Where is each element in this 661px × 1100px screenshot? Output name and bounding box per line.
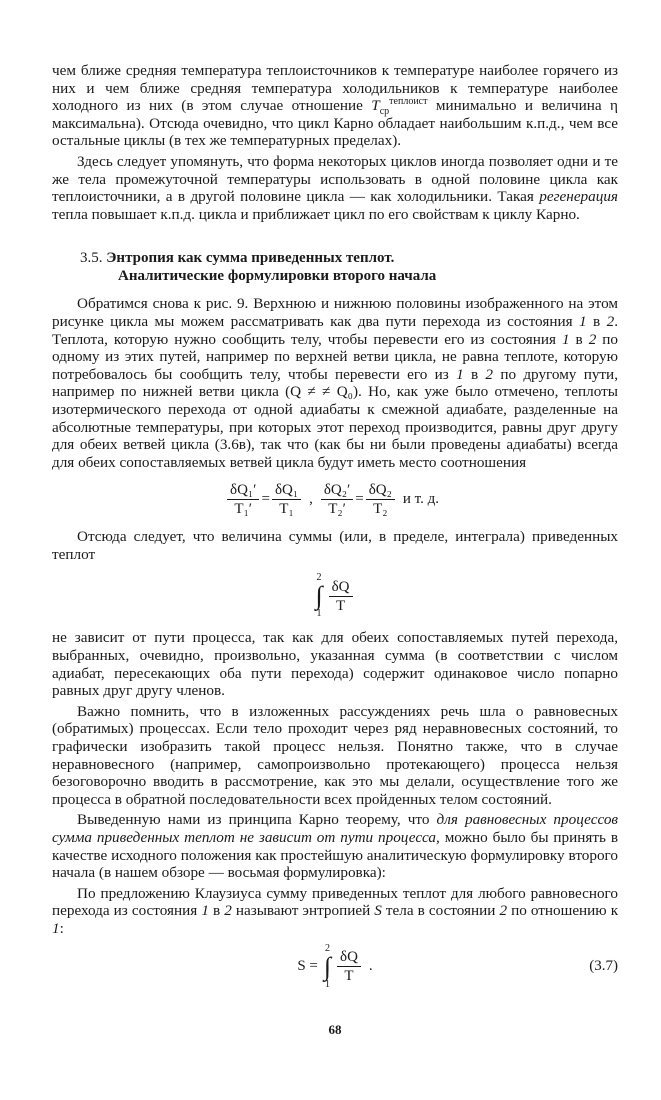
equation-ratios: $\frac{\text{δQ₁′}}{\text{T₁′}}$ = $\frac{\text{δQ₁}}{\text{T₁}}$ , $\frac{\text{δQ₂′}}{\text{T₂′}}$ = $\frac{\text{δQ₂}}{\text{T₂}}$ и т. д. bbox=[52, 481, 618, 518]
page-body bbox=[52, 62, 619, 1037]
page-number: 68 bbox=[328, 1022, 342, 1037]
paragraph-4: Отсюда следует, что величина суммы (или, в пределе, интеграла) приведенных теплот bbox=[52, 528, 618, 563]
paragraph-6: Важно помнить, что в изложенных рассуждениях речь шла о равновесных (обратимых) процессах. Если тело проходит через ряд неравновесных состояний, то графически изобразить такой процесс нельзя. Понятно также, что в случае неравновесного (например, самопроизвольно протекающего) процесса нельзя безоговорочно вводить в рассмотрение, как это мы делали, осуществление того же процесса в обратной последовательности всех пройденных телом состояний. bbox=[52, 702, 618, 808]
paragraph-8: По предложению Клаузиуса сумму приведенных теплот для любого равновесного перехода из состояния 1 в 2 называют энтропией S тела в состоянии 2 по отношению к 1: bbox=[52, 884, 619, 937]
equation-entropy: S = 2 ∫ 1 $\frac{\delta Q}{T}$ . (3.7) bbox=[297, 942, 618, 990]
paragraph-5: не зависит от пути процесса, так как для обеих сопоставляемых путей перехода, выбранных, очевидно, произвольно, указанная сумма (в соответствии с числом адиабат, пересекающих оба пути перехода) содержит одинаковое число попарно равных друг другу членов. bbox=[52, 629, 618, 700]
paragraph-2: Здесь следует упомянуть, что форма некоторых циклов иногда позволяет одни и те же тела промежуточной температуры использовать в одной половине цикла как теплоисточники, а в другой половине цикла — как холодильники. Такая регенерация тепла повышает к.п.д. цикла и приближает цикл по его свойствам к циклу Карно. bbox=[52, 152, 618, 223]
paragraph-1: чем ближе средняя температура теплоисточников к температуре наиболее горячего из них и чем ближе средняя температура холодильников к температуре наиболее холодного из них (в этом случае отношение $T_{ср}^{теплоист}$ минимально и величина η максимальна). Отсюда очевидно, что цикл Карно обладает наибольшим к.п.д., чем все остальные циклы (в тех же температурных пределах). bbox=[52, 62, 618, 150]
section-heading: 3.5. Энтропия как сумма приведенных теплот. Аналитические формулировки второго начала bbox=[80, 250, 437, 285]
equation-integral: 2 ∫ 1 $\frac{\delta Q}{T}$ bbox=[52, 573, 618, 619]
equation-number: (3.7) bbox=[589, 958, 618, 975]
paragraph-3: Обратимся снова к рис. 9. Верхнюю и нижнюю половины изображенного на этом рисунке цикла мы можем рассматривать как два пути перехода из состояния 1 в 2. Теплота, которую нужно сообщить телу, чтобы перевести его из состояния 1 в 2 по одному из этих путей, например по верхней ветви цикла, не равна теплоте, которую потребовалось бы сообщить телу, чтобы перевести его из 1 в 2 по другому пути, например по нижней ветви цикла (Q ≠ ≠ Q₀). Но, как уже было отмечено, теплоты изотермического перехода от одной адиабаты к смежной адиабате, разделенные на абсолютные температуры, при которых этот переход производится, равны друг другу для обеих ветвей цикла (3.6в), так что (как бы ни были проведены адиабаты) всегда для обеих сопоставляемых ветвей цикла будут иметь место соотношения bbox=[52, 295, 619, 471]
paragraph-7: Выведенную нами из принципа Карно теорему, что для равновесных процессов сумма приведенных теплот не зависит от пути процесса, можно было бы принять в качестве исходного положения как простейшую аналитическую формулировку второго начала (в нашем обзоре — восьмая формулировка): bbox=[52, 811, 619, 882]
